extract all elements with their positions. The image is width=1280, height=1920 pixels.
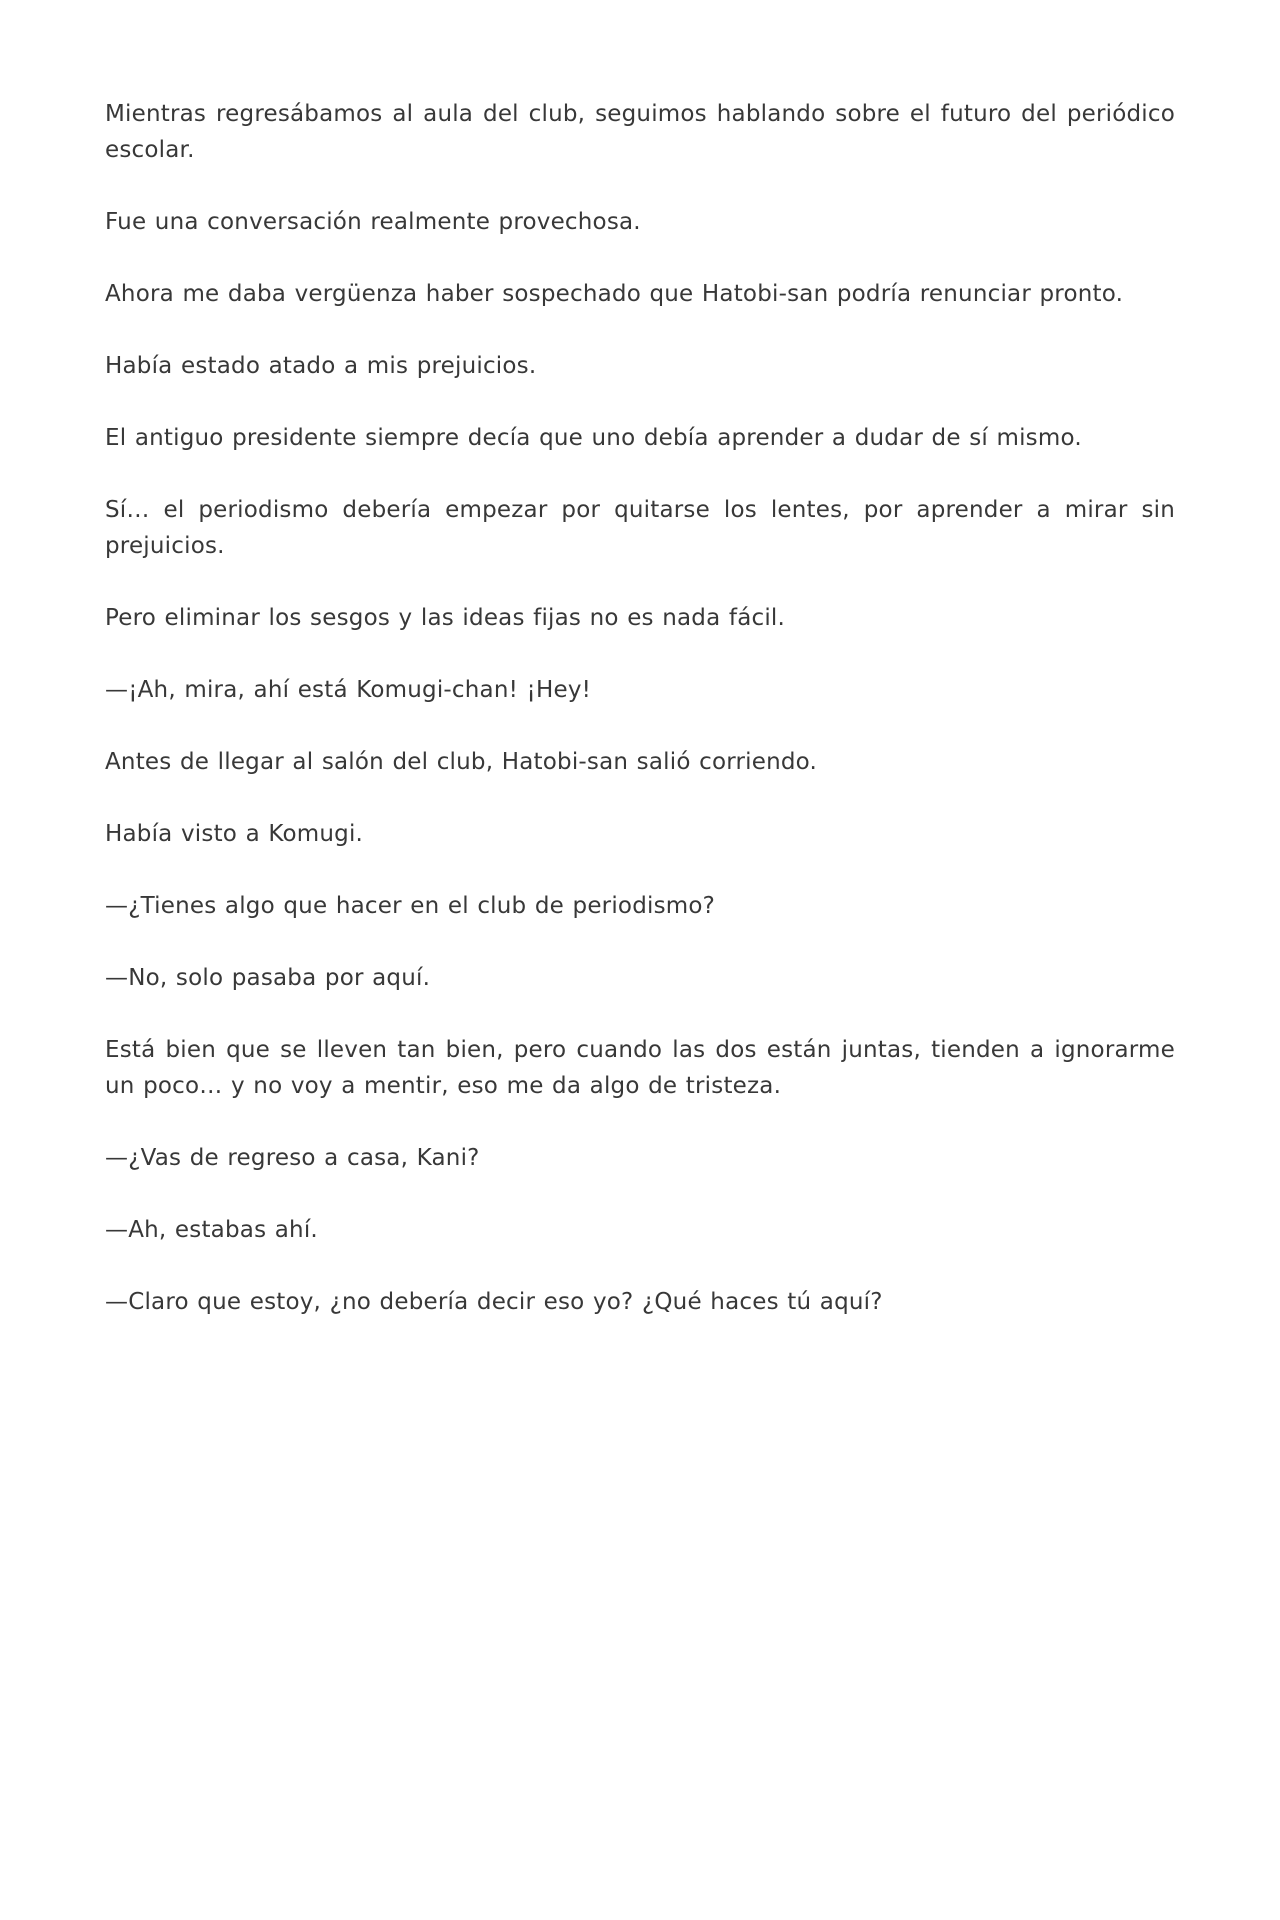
paragraph: Ahora me daba vergüenza haber sospechado que Hatobi-san podría renunciar pronto.: [105, 281, 1124, 307]
paragraph: —¿Vas de regreso a casa, Kani?: [105, 1145, 480, 1171]
paragraph: Antes de llegar al salón del club, Hatobi-san salió corriendo.: [105, 749, 818, 775]
document-body: [105, 96, 1175, 1320]
paragraph: Sí… el periodismo debería empezar por quitarse los lentes, por aprender a mirar sin prejuicios.: [105, 497, 1175, 559]
paragraph: —Ah, estabas ahí.: [105, 1217, 318, 1243]
paragraph: Había visto a Komugi.: [105, 821, 364, 847]
paragraph: Mientras regresábamos al aula del club, seguimos hablando sobre el futuro del periódico escolar.: [105, 101, 1175, 163]
paragraph: El antiguo presidente siempre decía que uno debía aprender a dudar de sí mismo.: [105, 425, 1082, 451]
paragraph: Había estado atado a mis prejuicios.: [105, 353, 537, 379]
paragraph: Pero eliminar los sesgos y las ideas fijas no es nada fácil.: [105, 605, 786, 631]
paragraph: Fue una conversación realmente provechosa.: [105, 209, 641, 235]
paragraph: —¿Tienes algo que hacer en el club de periodismo?: [105, 893, 716, 919]
paragraph: —No, solo pasaba por aquí.: [105, 965, 431, 991]
paragraph: Está bien que se lleven tan bien, pero cuando las dos están juntas, tienden a ignorarme un poco… y no voy a mentir, eso me da algo de tristeza.: [105, 1037, 1175, 1099]
paragraph: —Claro que estoy, ¿no debería decir eso yo? ¿Qué haces tú aquí?: [105, 1289, 883, 1315]
paragraph: —¡Ah, mira, ahí está Komugi-chan! ¡Hey!: [105, 677, 592, 703]
